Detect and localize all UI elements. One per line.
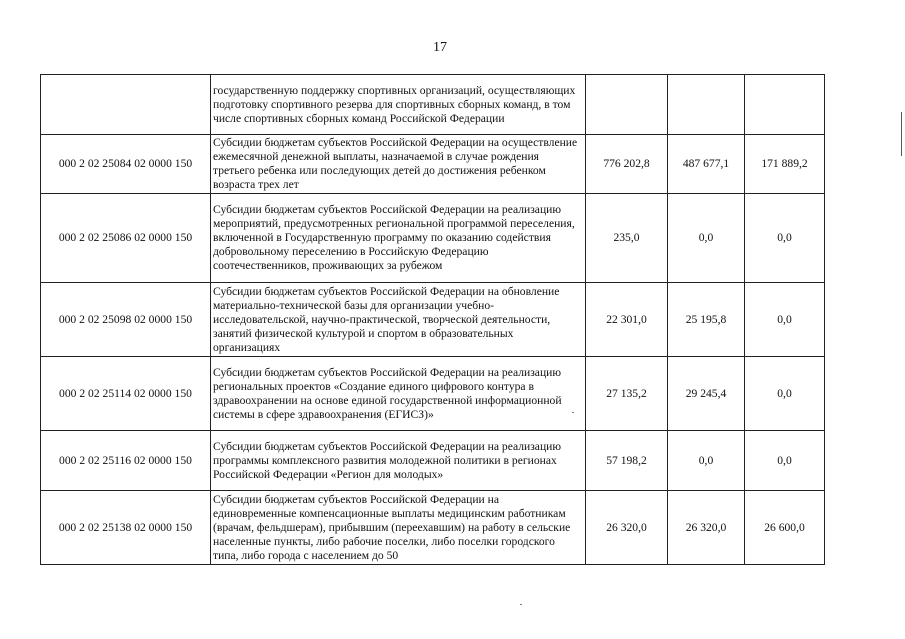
description-cell: Субсидии бюджетам субъектов Российской Федерации на реализацию мероприятий, предусмотренных региональной программой переселения, включенной в Государственную программу по оказанию содействия добровольному переселению в Российскую Федерацию соотечественников, проживающих за рубежом — [211, 194, 586, 283]
value-cell-1: 26 320,0 — [586, 491, 668, 565]
budget-code-cell: 000 2 02 25086 02 0000 150 — [41, 194, 211, 283]
budget-code-cell: 000 2 02 25084 02 0000 150 — [41, 135, 211, 194]
value-cell-3: 26 600,0 — [745, 491, 825, 565]
scan-speck — [572, 412, 574, 413]
description-cell: государственную поддержку спортивных организаций, осуществляющих подготовку спортивного резерва для спортивных сборных команд, в том числе спортивных сборных команд Российской Федерации — [211, 75, 586, 135]
value-cell-2: 487 677,1 — [668, 135, 745, 194]
value-cell-2: 0,0 — [668, 431, 745, 491]
value-cell-3: 0,0 — [745, 431, 825, 491]
budget-table — [40, 74, 825, 565]
page-number: 17 — [433, 40, 447, 55]
budget-code-cell: 000 2 02 25098 02 0000 150 — [41, 283, 211, 357]
scan-speck — [520, 604, 522, 605]
description-cell: Субсидии бюджетам субъектов Российской Федерации на обновление материально-технической базы для организации учебно-исследовательской, научно-практической, творческой деятельности, занятий физической культурой и спортом в образовательных организациях — [211, 283, 586, 357]
value-cell-1: 27 135,2 — [586, 357, 668, 431]
value-cell-3: 0,0 — [745, 283, 825, 357]
table-row — [41, 283, 825, 357]
table-row — [41, 357, 825, 431]
description-cell: Субсидии бюджетам субъектов Российской Федерации на реализацию региональных проектов «Создание единого цифрового контура в здравоохранении на основе единой государственной информационной системы в сфере здравоохранения (ЕГИСЗ)» — [211, 357, 586, 431]
description-cell: Субсидии бюджетам субъектов Российской Федерации на осуществление ежемесячной денежной выплаты, назначаемой в случае рождения третьего ребенка или последующих детей до достижения ребенком возраста трех лет — [211, 135, 586, 194]
value-cell-3: 0,0 — [745, 357, 825, 431]
value-cell-2: 29 245,4 — [668, 357, 745, 431]
description-cell: Субсидии бюджетам субъектов Российской Федерации на реализацию программы комплексного развития молодежной политики в регионах Российской Федерации «Регион для молодых» — [211, 431, 586, 491]
value-cell-1: 235,0 — [586, 194, 668, 283]
value-cell-1: 776 202,8 — [586, 135, 668, 194]
budget-code-cell: 000 2 02 25116 02 0000 150 — [41, 431, 211, 491]
budget-code-cell — [41, 75, 211, 135]
table-row — [41, 194, 825, 283]
value-cell-2: 0,0 — [668, 194, 745, 283]
value-cell-1: 22 301,0 — [586, 283, 668, 357]
value-cell-2: 26 320,0 — [668, 491, 745, 565]
value-cell-3: 171 889,2 — [745, 135, 825, 194]
budget-code-cell: 000 2 02 25138 02 0000 150 — [41, 491, 211, 565]
value-cell-3: 0,0 — [745, 194, 825, 283]
value-cell-1 — [586, 75, 668, 135]
budget-code-cell: 000 2 02 25114 02 0000 150 — [41, 357, 211, 431]
value-cell-3 — [745, 75, 825, 135]
table-row — [41, 75, 825, 135]
value-cell-1: 57 198,2 — [586, 431, 668, 491]
description-cell: Субсидии бюджетам субъектов Российской Федерации на единовременные компенсационные выплаты медицинским работникам (врачам, фельдшерам), прибывшим (переехавшим) на работу в сельские населенные пункты, либо рабочие поселки, либо поселки городского типа, либо города с населением до 50 — [211, 491, 586, 565]
value-cell-2 — [668, 75, 745, 135]
scan-edge-mark — [901, 112, 902, 156]
table-row — [41, 135, 825, 194]
table-row — [41, 431, 825, 491]
table-row — [41, 491, 825, 565]
value-cell-2: 25 195,8 — [668, 283, 745, 357]
